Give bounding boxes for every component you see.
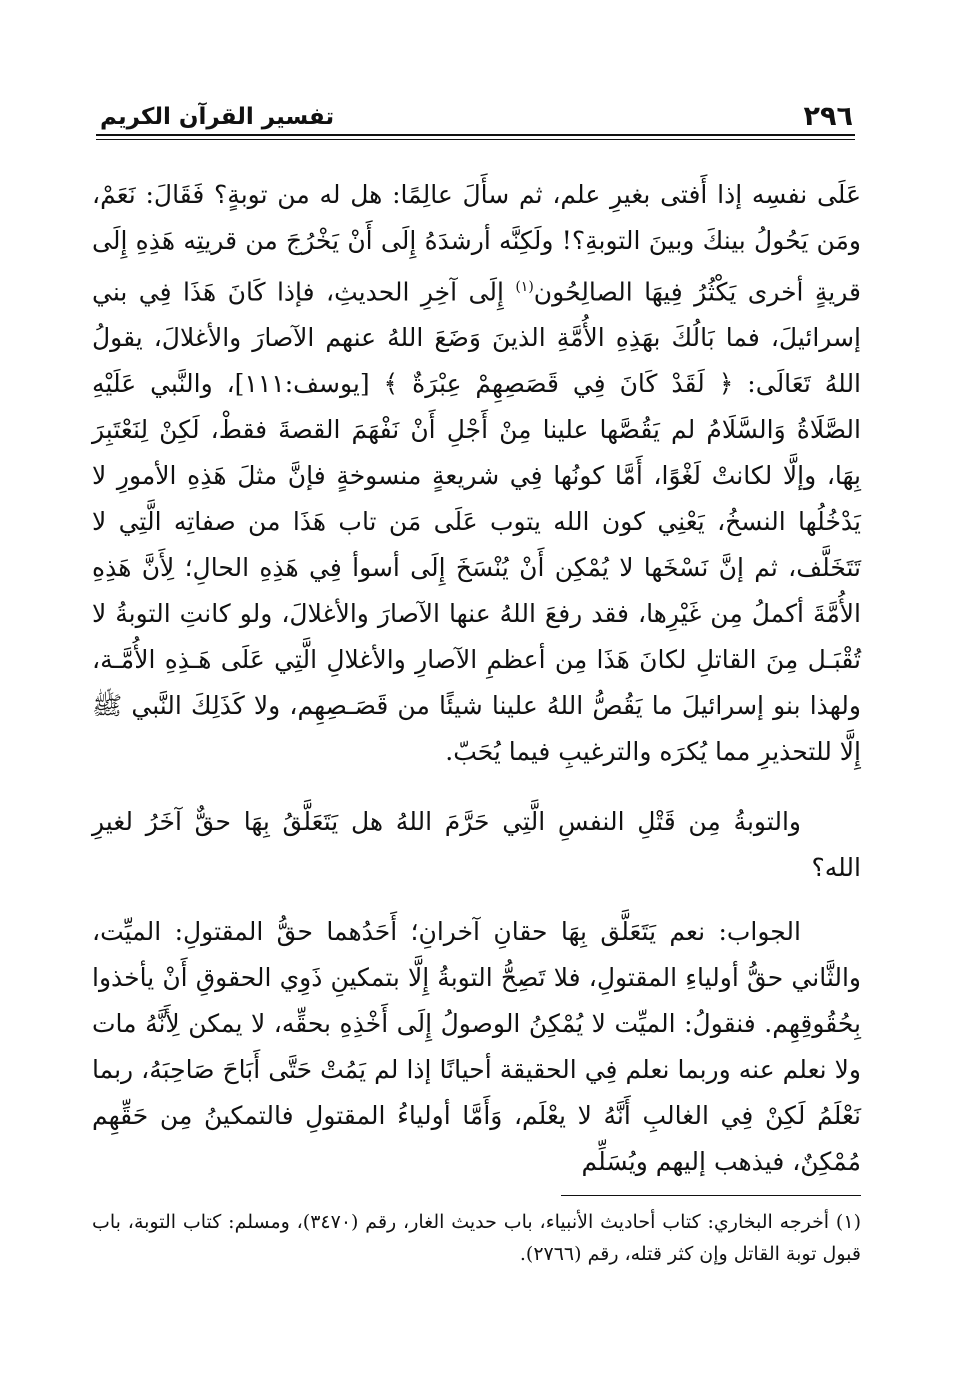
answer-paragraph: الجواب: نعم يَتَعَلَّق بِهَا حقانِ آخرانِ؛ أَحَدُهما حقُّ المقتولِ: الميِّت، والثَّاني حقُّ أولياءِ المقتولِ، فلا تَصِحُّ التوبةُ إِلَّا بتمكينِ ذَوِي الحقوقِ أَنْ يأخذوا بِحُقُوقِهِم. فنقولُ: الميِّت لا يُمْكِنُ الوصولُ إِلَى أَخْذِهِ بحقِّه، لا يمكن لِأَنَّهُ مات ولا نعلم عنه وربما نعلم فِي الحقيقة أحيانًا إذا لم يَمُتْ حَتَّى أَبَاحَ صَاحِبَهُ، ربما نَعْلَمُ لَكِنْ فِي الغالبِ أَنَّهُ لا يعْلَم، وَأَمَّا أولياءُ المقتولِ فالتمكينُ مِن حَقِّهِم مُمْكِنٌ، فيذهب إليهم ويُسَلِّم	[92, 917, 861, 1177]
header-rule	[96, 134, 855, 136]
question-paragraph: والتوبةُ مِن قَتْلِ النفسِ الَّتِي حَرَّمَ اللهُ هل يَتَعَلَّقُ بِهَا حقٌّ آخَرُ لغيرِ الله؟	[92, 807, 861, 883]
main-text	[92, 172, 861, 1185]
page-number: ٢٩٦	[803, 101, 853, 132]
running-header	[100, 92, 853, 132]
footnote: (١) أخرجه البخاري: كتاب أحاديث الأنبياء، باب حديث الغار، رقم (٣٤٧٠)، ومسلم: كتاب التوبة، باب قبول توبة القاتل وإن كثر قتله، رقم (٢٧٦٦).	[92, 1211, 861, 1265]
paragraph	[92, 172, 861, 775]
header-rule-secondary	[96, 139, 855, 140]
footnote-marker: (١)	[515, 279, 534, 295]
footnotes	[92, 1206, 861, 1270]
footnote-separator	[561, 1195, 861, 1196]
book-title: تفسير القرآن الكريم	[100, 104, 335, 130]
paragraph-text-continued: إِلَى آخِرِ الحديثِ، فإذا كَانَ هَذَا فِي بني إسرائيلَ، فما بَالُكَ بهَذِهِ الأُمَّةِ الذينَ وَضَعَ اللهُ عنهم الآصارَ والأغلالَ، يقولُ اللهُ تَعَالَى: ﴿ لَقَدْ كَانَ فِي قَصَصِهِمْ عِبْرَةٌ ﴾ [يوسف:١١١]، والنَّبي عَلَيْهِ الصَّلَاةُ وَالسَّلَامُ لم يَقُصَّها علينا مِنْ أَجْلِ أَنْ نَفْهَمَ القصةَ فقطْ، لَكِنْ لِنَعْتَبِرَ بِهَا، وإلَّا لكانتْ لَغْوًا، أَمَّا كونُها فِي شريعةٍ منسوخةٍ فإنَّ مثلَ هَذِهِ الأمورِ لا يَدْخُلُها النسخُ، يَعْنِي كون الله يتوب عَلَى مَن تاب هَذَا من صفاتِه الَّتِي لا تَتَخَلَّف، ثم إنَّ نَسْخَها لا يُمْكِن أَنْ يُنْسَخَ إِلَى أسوأ فِي هَذِهِ الحالِ؛ لِأَنَّ هَذِهِ الأُمَّةَ أكملُ مِن غَيْرِها، فقد رفعَ اللهُ عنها الآصارَ والأغلالَ، ولو كانتِ التوبةُ لا تُقْبَـل مِنَ القاتلِ لكانَ هَذَا مِن أعظمِ الآصارِ والأغلالِ الَّتِي عَلَى هَـذِهِ الأُمَّـة، ولهذا بنو إسرائيلَ ما يَقُصُّ اللهُ علينا شيئًا من قَصَـصِهِم، ولا كَذَلِكَ النَّبي ﷺ إِلَّا للتحذيرِ مما يُكرَه والترغيبِ فيما يُحَبّ.	[92, 277, 862, 767]
paragraph-text: عَلَى نفسِه إذا أَفتى بغيرِ علم، ثم سأَلَ عالِمًا: هل له من توبةٍ؟ فَقَالَ: نَعَمْ، ومَن يَحُولُ بينكَ وبينَ التوبةِ؟! ولَكِنَّه أرشدَهُ إِلَى أَنْ يَخْرُجَ من قريتِه هَذِهِ إِلَى قريةٍ أخرى يَكْثُرُ فِيهَا الصالِحُون	[92, 180, 861, 307]
